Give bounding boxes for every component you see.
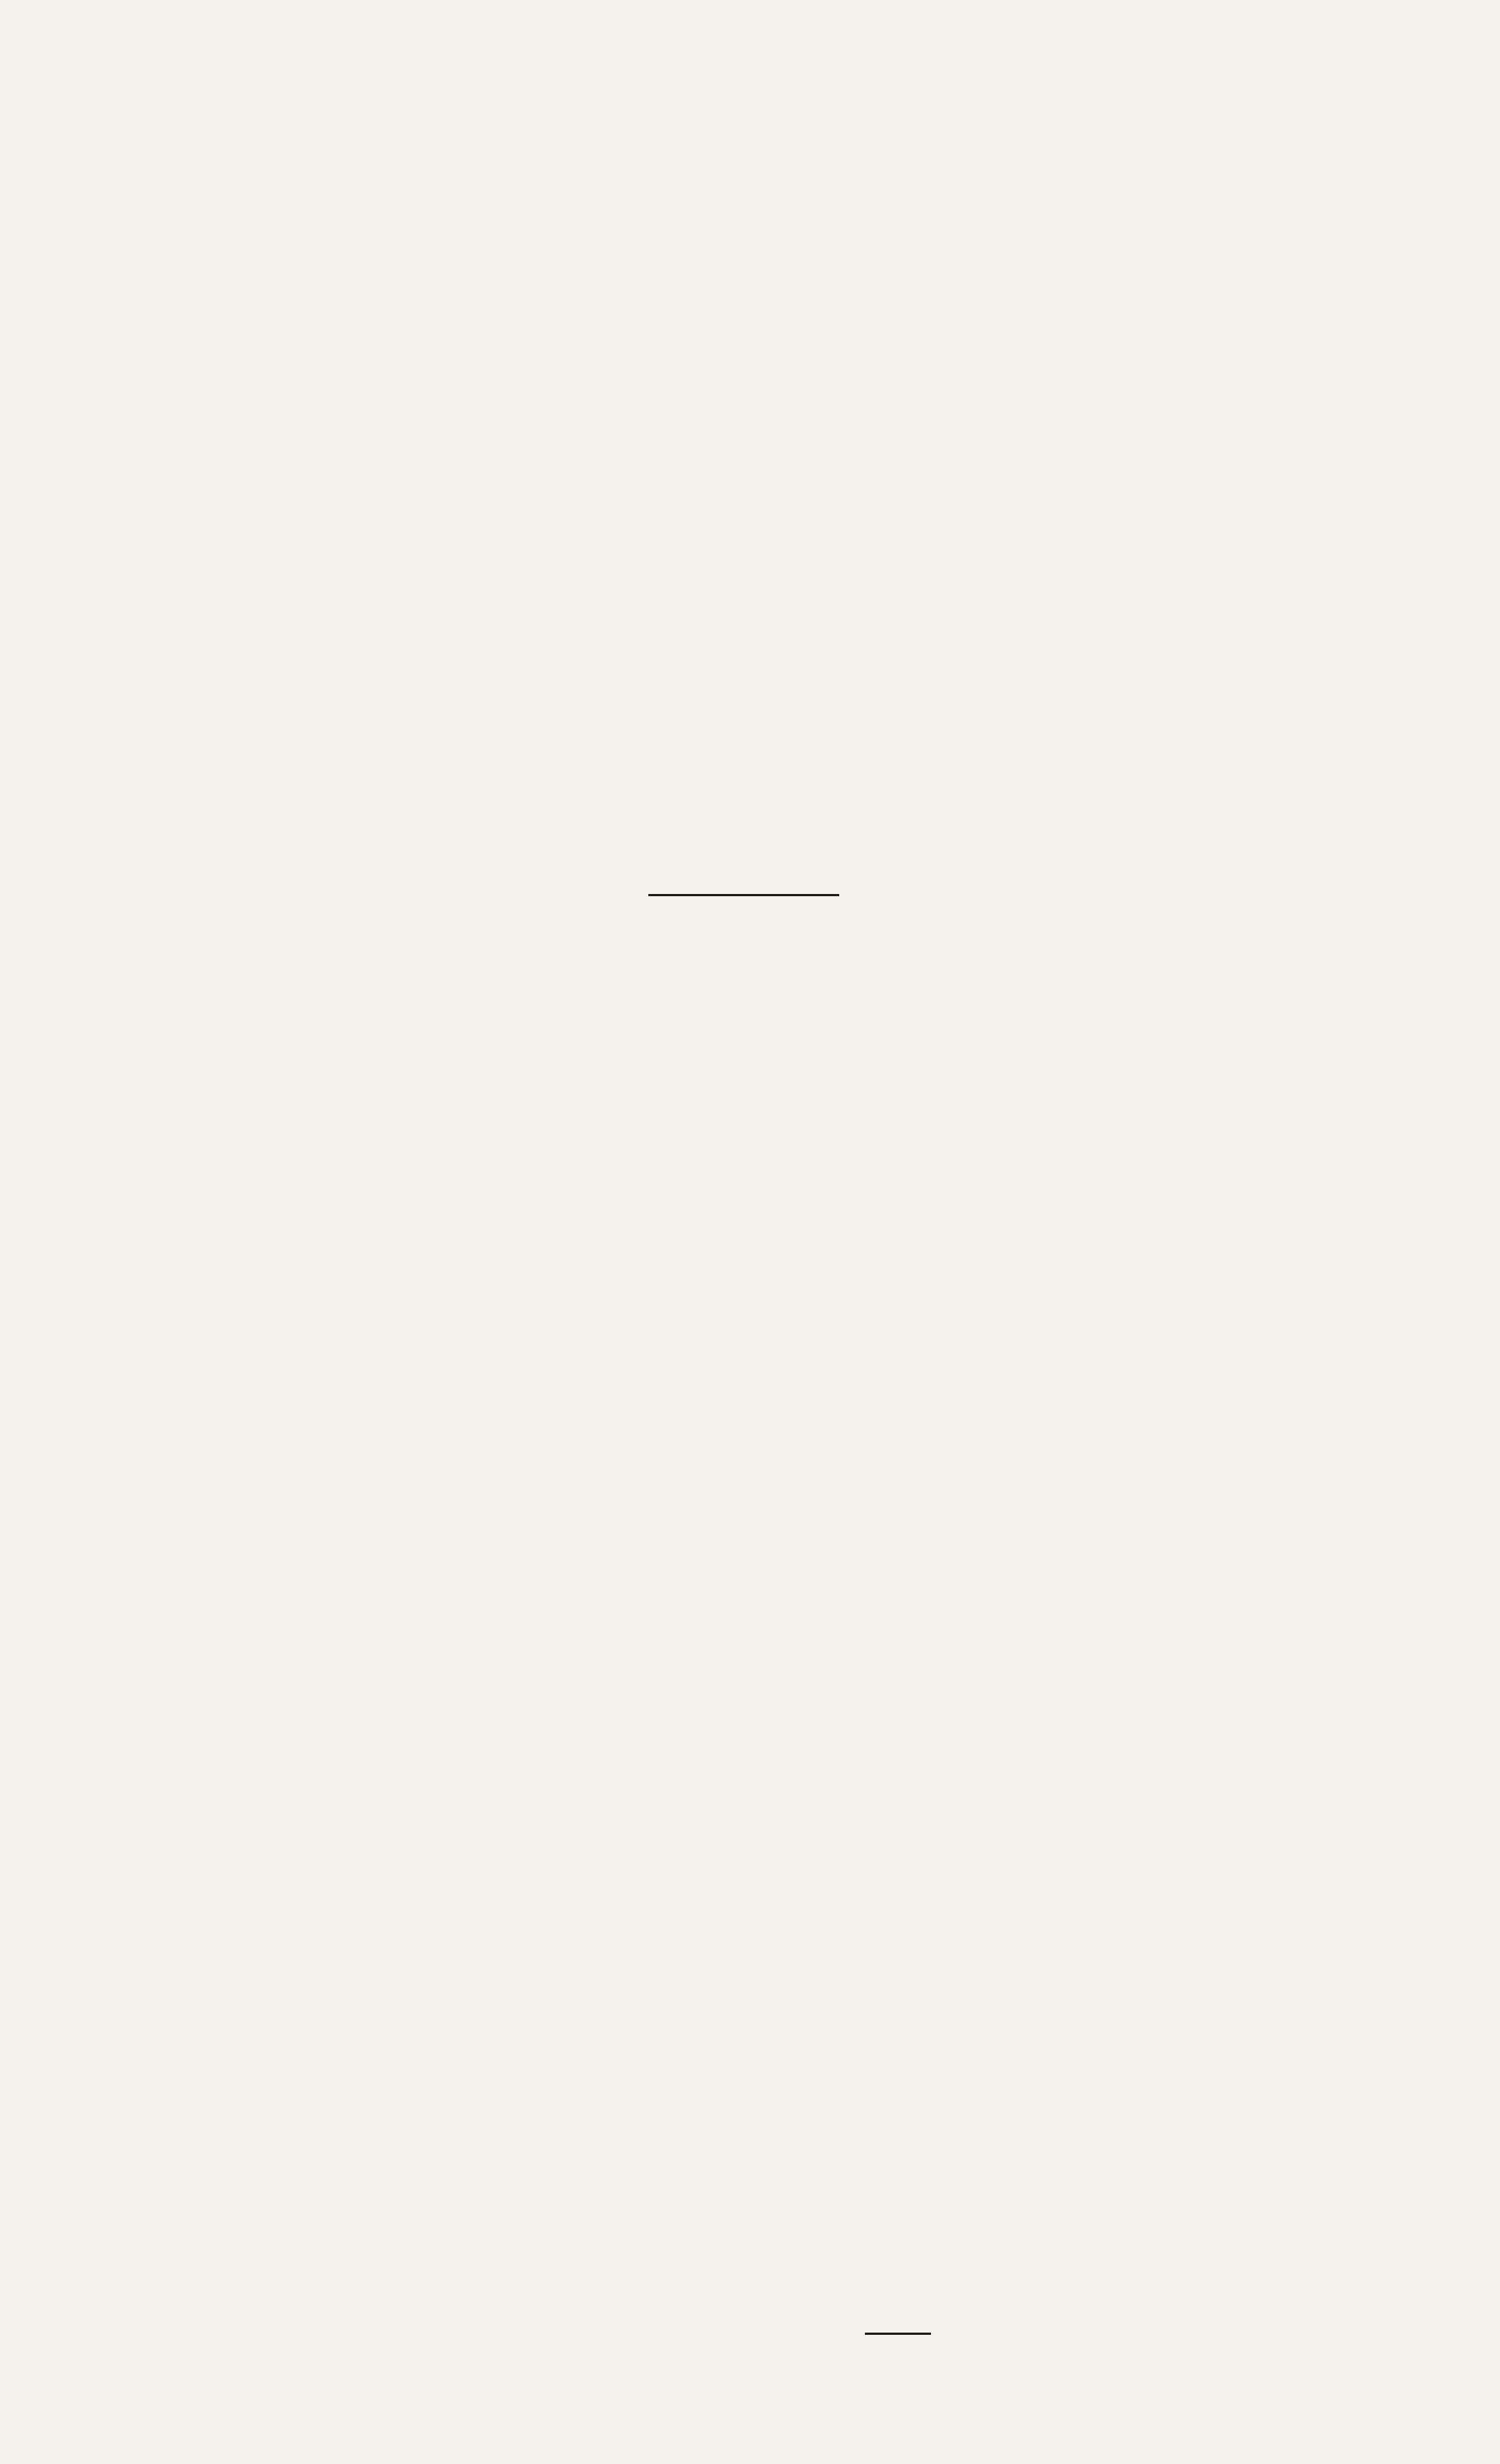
final-rule	[865, 2333, 931, 2335]
page-header	[0, 179, 1500, 223]
section-divider	[648, 894, 839, 896]
